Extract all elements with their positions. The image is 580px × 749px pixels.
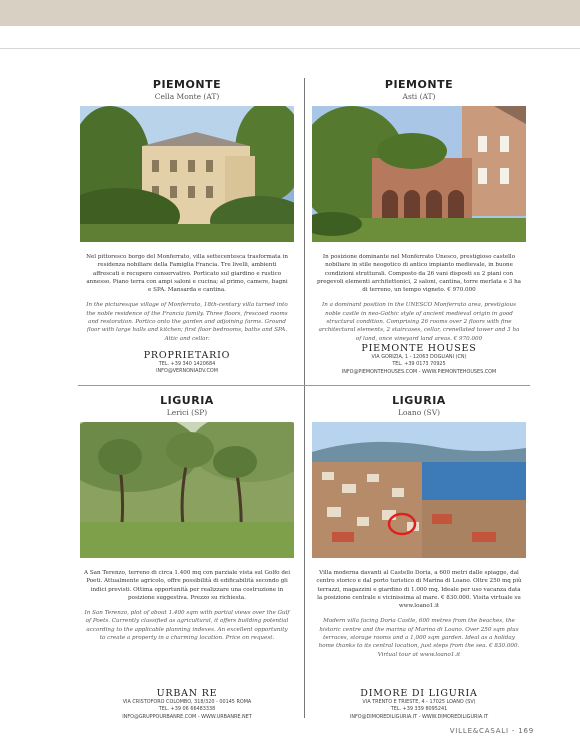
row-divider bbox=[78, 385, 530, 386]
description-english: In a dominant position in the UNESCO Monferrato area, prestigious noble castle in neo-Gothic style of ancient medieval origin in good structural condition. Comprising 26 rooms over 2 floors with fine architectural elements, 2 staircases, cellar, crenellated tower and 3 ha of land, once vineyard land areas. € 970.000 bbox=[318, 302, 520, 342]
header-band bbox=[0, 0, 580, 26]
description-english: Modern villa facing Doria Castle, 600 metres from the beaches, the historic centre and the marina of Marina di Loano. Over 250 sqm plus terraces, storage rooms and a 1,000 sqm garden. Ideal as a holiday home thanks to its central location, just steps from the sea. € 830.000. Virtual tour at www.loano1.it bbox=[318, 618, 520, 658]
agent-name: PROPRIETARIO bbox=[143, 350, 231, 361]
agent-contact-line: TEL. +39 340 1420684 bbox=[158, 361, 216, 367]
agent-name: PIEMONTE HOUSES bbox=[361, 343, 477, 354]
listing-town: Loano (SV) bbox=[397, 408, 441, 417]
listing-card bbox=[80, 394, 294, 642]
agent-block bbox=[312, 688, 526, 721]
property-photo bbox=[80, 422, 294, 558]
property-photo bbox=[312, 422, 526, 558]
description-italian: In posizione dominante nel Monferrato Unesco, prestigioso castello nobiliare in stile neogotico di antico impianto medievale, in buone condizioni strutturali. Composto da 26 vani disposti su 2 piani con pregevoli elementi architettonici, 2 saloni, cantina, torre merlata e 3 ha di terreno, un tempo vigneto. € 970.000 bbox=[316, 254, 522, 294]
listing-card bbox=[312, 78, 526, 343]
listing-town: Cella Monte (AT) bbox=[154, 92, 220, 101]
agent-name: URBAN RE bbox=[156, 688, 218, 699]
header-rule bbox=[0, 48, 580, 49]
agent-contact-line: INFO@VERNONIADV.COM bbox=[156, 368, 218, 375]
agent-contact-line: INFO@PIEMONTEHOUSES.COM - WWW.PIEMONTEHOUSES.COM bbox=[341, 368, 497, 375]
listing-region: LIGURIA bbox=[160, 394, 214, 407]
agent-contact-line: VIA GORIZIA, 1 - 12063 DOGLIANI (CN) bbox=[371, 354, 467, 360]
description-italian: Villa moderna davanti al Castello Doria, a 600 metri dalle spiagge, dal centro storico e dal porto turistico di Marina di Loano. Oltre 250 mq più terrazzi, magazzini e giardino di 1.000 mq. Ideale per uso vacanza data la posizione centrale e vicinissima al mare. € 830.000. Visita virtuale su www.loano1.it bbox=[316, 570, 522, 610]
description-english: In San Terenzo, plot of about 1.400 sqm with partial views over the Gulf of Poets. Currently classified as agricultural, it offers building potential according to the applicable planning indexes. An excellent opportunity to create a property in a charming location. Price on request. bbox=[84, 610, 290, 642]
listing-region: PIEMONTE bbox=[384, 78, 454, 91]
listing-region: PIEMONTE bbox=[152, 78, 222, 91]
agent-block bbox=[312, 343, 526, 376]
listing-town: Asti (AT) bbox=[402, 92, 436, 101]
agent-contact-line: VIA TRENTO E TRIESTE, 4 - 17025 LOANO (SV) bbox=[362, 699, 476, 705]
description-english: In the picturesque village of Monferrato, 18th-century villa turned into the noble residence of the Francia family. Three floors, frescoed rooms and restoration. Portico onto the garden and adjoining farms. Ground floor with large halls and kitchen; first floor bedrooms, baths and SPA. Attic and cellar. bbox=[86, 302, 288, 342]
property-photo bbox=[80, 106, 294, 242]
listing-town: Lerici (SP) bbox=[166, 408, 208, 417]
agent-contact-line: TEL. +39 06 66483338 bbox=[158, 706, 216, 713]
listing-region: LIGURIA bbox=[392, 394, 446, 407]
description-italian: A San Terenzo, terreno di circa 1.400 mq con parziale vista sul Golfo dei Poeti. Attualmente agricolo, offre possibilità di edificabilità secondo gli indici previsti. Ottima opportunità per realizzare una costruzione in posizione suggestiva. Prezzo su richiesta. bbox=[84, 570, 291, 601]
agent-contact-line: VIA CRISTOFORO COLOMBO, 318/320 - 00145 ROMA bbox=[122, 699, 252, 705]
listing-card bbox=[80, 78, 294, 343]
page-footer: VILLE&CASALI - 169 bbox=[449, 727, 534, 735]
description-italian: Nel pittoresco borgo del Monferrato, villa settecentesca trasformata in residenza nobiliare della Famiglia Francia. Tre livelli, ambienti affrescati e recupero conservativo. Porticato sul giardino e rustico annesso. Piano terra con ampi saloni e cucina; al primo, camere, bagni e SPA. Mansarda e cantina. bbox=[86, 254, 288, 294]
agent-block bbox=[80, 350, 294, 376]
agent-contact-line: INFO@GRUPPOURBANRE.COM - WWW.URBANRE.NET bbox=[122, 713, 252, 720]
agent-block bbox=[80, 688, 294, 721]
agent-contact-line: TEL. +39 0173 70925 bbox=[392, 361, 446, 368]
agent-contact-line: TEL. +39 339 8095241 bbox=[390, 706, 448, 713]
property-photo bbox=[312, 106, 526, 242]
agent-contact-line: INFO@DIMOREDILIGURIA.IT - WWW.DIMOREDILIGURIA.IT bbox=[349, 713, 489, 720]
column-divider bbox=[304, 78, 305, 718]
agent-name: DIMORE DI LIGURIA bbox=[360, 688, 478, 699]
listing-card bbox=[312, 394, 526, 659]
